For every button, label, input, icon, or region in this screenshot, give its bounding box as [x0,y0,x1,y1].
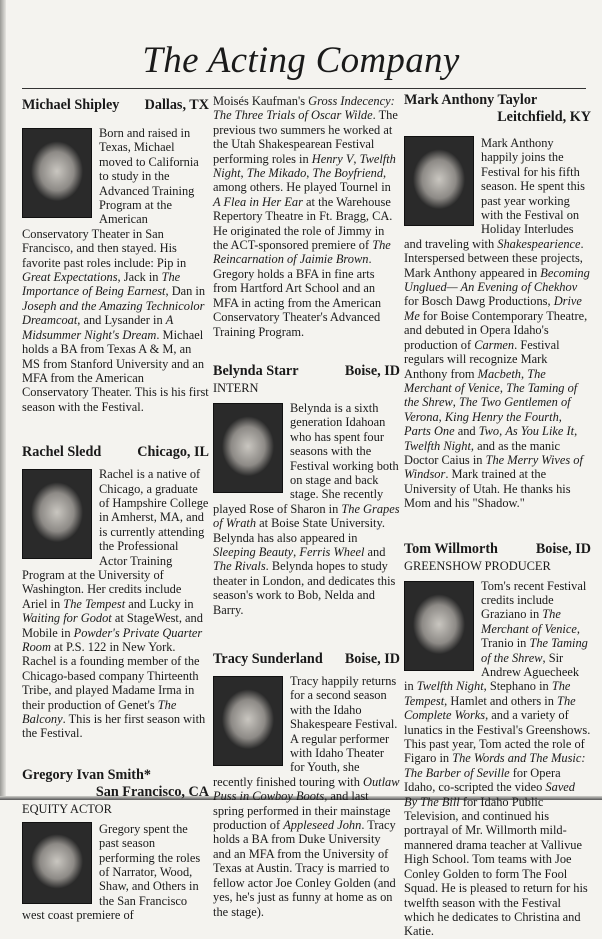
bio-text: Rachel is a native of Chicago, a graduate of Hampshire College in Amherst, MA, and is currently attending the Professional Actor Training Program at the University of Washington. Her credits include Ariel in [22,467,209,611]
work-title: Joseph and the Amazing Technicolor Dreamcoat [22,298,205,328]
bio-text: , [521,366,528,381]
bio-text: at the Warehouse Repertory Theatre in Ft. Bragg, CA. He originated the role of Jimmy in the ACT-sponsored premiere of [213,194,393,253]
actor-photo [22,128,92,218]
work-title: Carmen [474,337,515,352]
bio-text: , and a variety of lunatics in the Festival's Greenshows. This past year, Tom acted the role of Figaro in [404,708,591,766]
actor-location: Chicago, IL [137,444,209,461]
work-title: Drive Me [404,294,582,323]
work-title: Macbeth [477,366,522,381]
actor-location: Boise, ID [344,651,400,667]
bio-text: Tom's recent Festival credits include Graziano in [481,578,587,622]
bio-text: Moisés Kaufman's [213,94,309,108]
actor-location: Dallas, TX [144,97,209,113]
bio-text: , [306,166,313,181]
actor-photo [213,676,283,766]
actor-name: Tom Willmorth [404,540,498,557]
column-1 [22,97,209,923]
bio-text: , [574,424,578,439]
column-3 [404,92,591,939]
work-title: Outlaw Puss in Cowboy Boots [213,774,400,804]
actor-location: Boise, ID [535,540,591,557]
actor-name: Tracy Sunderland [213,651,323,667]
actor-photo [213,403,283,493]
actor-entry-belynda-starr [213,363,400,617]
work-title: The Tempest [404,679,571,708]
bio-text: , [499,424,506,439]
actor-photo [22,469,92,559]
actor-location: Boise, ID [344,362,400,379]
work-title: The Taming of the Shrew [404,380,578,410]
bio-text: . Mark trained at the University of Utah. He thanks his Mom and his "Shadow." [404,467,571,511]
actor-photo [22,822,92,904]
bio-text: , among others. He played Tournel in [213,166,391,195]
work-title: The Reincarnation of Jaimie Brown [213,238,391,267]
bio-text: , [353,151,360,166]
actor-photo [404,136,474,226]
work-title: Becoming Unglued— An Evening of Chekhov [404,265,590,295]
actor-entry-gregory-ivan-smith [22,767,209,923]
bio-text: and [454,424,479,439]
bio-text: and Lucky in [125,596,194,611]
work-title: Appleseed John [283,818,362,833]
work-title: The Boyfriend [312,166,384,181]
actor-entry-michael-shipley [22,97,209,414]
actor-photo [404,581,474,671]
actor-bio-continued [213,94,400,339]
work-title: The Merchant of Venice [404,366,546,395]
bio-text: , Sir Andrew Aguecheek in [404,650,580,694]
bio-text: . This is her first season with the Festival. [22,712,206,741]
bio-text: , Hamlet and others in [444,693,558,708]
actor-name: Belynda Starr [213,362,299,379]
work-title: The Words and The Music: The Barber of Seville [404,751,586,780]
work-title: The Taming of the Shrew [481,636,588,665]
work-title: A Flea in Her Ear [213,194,303,209]
actor-name: Gregory Ivan Smith* [22,766,152,783]
actor-name: Mark Anthony Taylor [404,92,538,108]
bio-text: , [452,395,459,410]
bio-text: , Jack in [117,270,162,285]
bio-text: for Boise Contemporary Theatre, and debuted in Opera Idaho's production of [404,308,588,352]
work-title: Gross Indecency: The Three Trials of Oscar Wilde [213,94,395,123]
work-title: The Importance of Being Earnest [22,270,181,299]
title-rule [22,88,586,89]
bio-text: Born and raised in Texas, Michael moved to California to study in the Advanced Training Program at the American Conservatory Theater in San Francisco, and then stayed. His favorite past roles include: Pip in [22,126,199,270]
actor-location: San Francisco, CA [95,783,209,800]
work-title: The Tempest [63,596,126,611]
bio-text: for Bosch Dawg Productions, [404,294,554,309]
bio-text: . Belynda hopes to study theater in London, and dedicates this season's work to Bob, Nelda and Barry. [213,559,396,617]
work-title: A Midsummer Night's Dream [22,313,174,342]
bio-text: Tracy happily returns for a second season with the Idaho Shakespeare Festival. A regular performer with Idaho Theater for Youth, she recently finished touring with [213,674,398,789]
binding-edge [0,0,6,800]
work-title: The Complete Works [404,693,576,723]
bio-text: , and Lysander in [77,313,166,328]
bio-text: , [240,166,247,181]
bio-text: for Opera Idaho, co-scripted the video [404,765,561,795]
bio-text: at StageWest, and Mobile in [22,611,203,640]
bio-text: , [293,544,300,559]
work-title: The Rivals [213,559,266,574]
work-title: The Two Gentlemen of Verona [404,395,571,424]
work-title: Great Expectations [22,270,118,285]
actor-entry-tracy-sunderland [213,651,400,919]
bio-text: . Gregory holds a BFA in fine arts from Hartford Art School and an MFA in acting from the American Conservatory Theater's Advanced Training Program. [213,252,382,339]
work-title: The Merchant of Venice [481,607,577,636]
work-title: The Balcony [22,697,177,727]
bio-text: . Tracy holds a BA from Duke University and an MFA from the University of Texas at Austin. Tracy is married to fellow actor Joe Conley Golden (and yes, he's just as funny at home as on the stage). [213,818,396,919]
column-2 [213,94,400,919]
work-title: Shakespearience [497,236,581,251]
bio-text: . Festival regulars will recognize Mark Anthony from [404,337,560,381]
work-title: Sleeping Beauty [213,544,294,559]
actor-name: Rachel Sledd [22,444,102,461]
work-title: As You Like It [505,424,575,439]
work-title: Two [478,424,500,439]
actor-entry-mark-anthony-taylor [404,92,591,511]
bio-text: and [364,544,386,559]
actor-entry-tom-willmorth [404,541,591,939]
bio-text: . The previous two summers he worked at the Utah Shakespearean Festival performing roles in [213,108,398,166]
work-title: Twelfth Night [213,151,396,181]
bio-text: , Dan in [165,284,206,299]
work-title: Powder's Private Quarter Room [22,625,203,654]
actor-role: EQUITY ACTOR [22,801,112,816]
bio-text: Mark Anthony happily joins the Festival for his fifth season. He spent this past year working with the Festival on Holiday Interludes and traveling with [404,136,585,251]
actor-location: Leitchfield, KY [497,109,591,125]
bio-text: , and last spring performed in their mainstage production of [213,789,391,833]
bio-text: , [499,380,507,395]
bio-text: . Interspersed between these projects, Mark Anthony appeared in [404,236,584,280]
bio-text: for Idaho Public Television, and continued his portrayal of Mr. Willmorth mild-mannered drama teacher at Vallivue High School. Tom teams with Joe Conley Golden to form The Fool Squad. He is pleased to return for his twelfth season with the Festival which he dedicates to Christina and Katie. [404,794,588,939]
actor-name: Michael Shipley [22,97,120,113]
work-title: Ferris Wheel [299,544,365,559]
work-title: Twelfth Night [416,679,484,694]
actor-role: INTERN [213,380,259,395]
work-title: Henry V [311,151,354,166]
work-title: Waiting for Godot [22,611,112,626]
bio-text: at Boise State University. Belynda has also appeared in [213,516,385,545]
page-title: The Acting Company [142,40,460,81]
work-title: Saved By The Bill [404,780,576,809]
bio-text: , and as the manic Doctor Caius in [404,438,561,467]
bio-text: Belynda is a sixth generation Idahoan who has spent four seasons with the Festival working both on stage and back stage. She recently played Rose of Sharon in [213,400,399,516]
bio-text: at P.S. 122 in New York. Rachel is a founding member of the Chicago-based company Thirteenth Tribe, and played Madame Irma in their production of Genet's [22,640,200,712]
work-title: The Merry Wives of Windsor [404,452,583,482]
work-title: The Mikado [246,166,307,181]
work-title: Twelfth Night [404,438,471,453]
bio-text: Gregory spent the past season performing the roles of Narrator, Wood, Shaw, and Others in the San Francisco west coast premiere of [22,821,201,923]
bio-text: , Tranio in [481,621,580,651]
actor-entry-rachel-sledd [22,444,209,741]
actor-role: GREENSHOW PRODUCER [404,558,551,573]
bio-text: , [438,409,445,424]
bio-text: , Stephano in [483,679,552,694]
work-title: The Grapes of Wrath [213,501,400,531]
bio-text: . Michael holds a BA from Texas A & M, an MS from Stanford University and an MFA from the American Conservatory Theater. This is his first season with the Festival. [22,327,209,414]
work-title: King Henry the Fourth, Parts One [404,409,562,439]
